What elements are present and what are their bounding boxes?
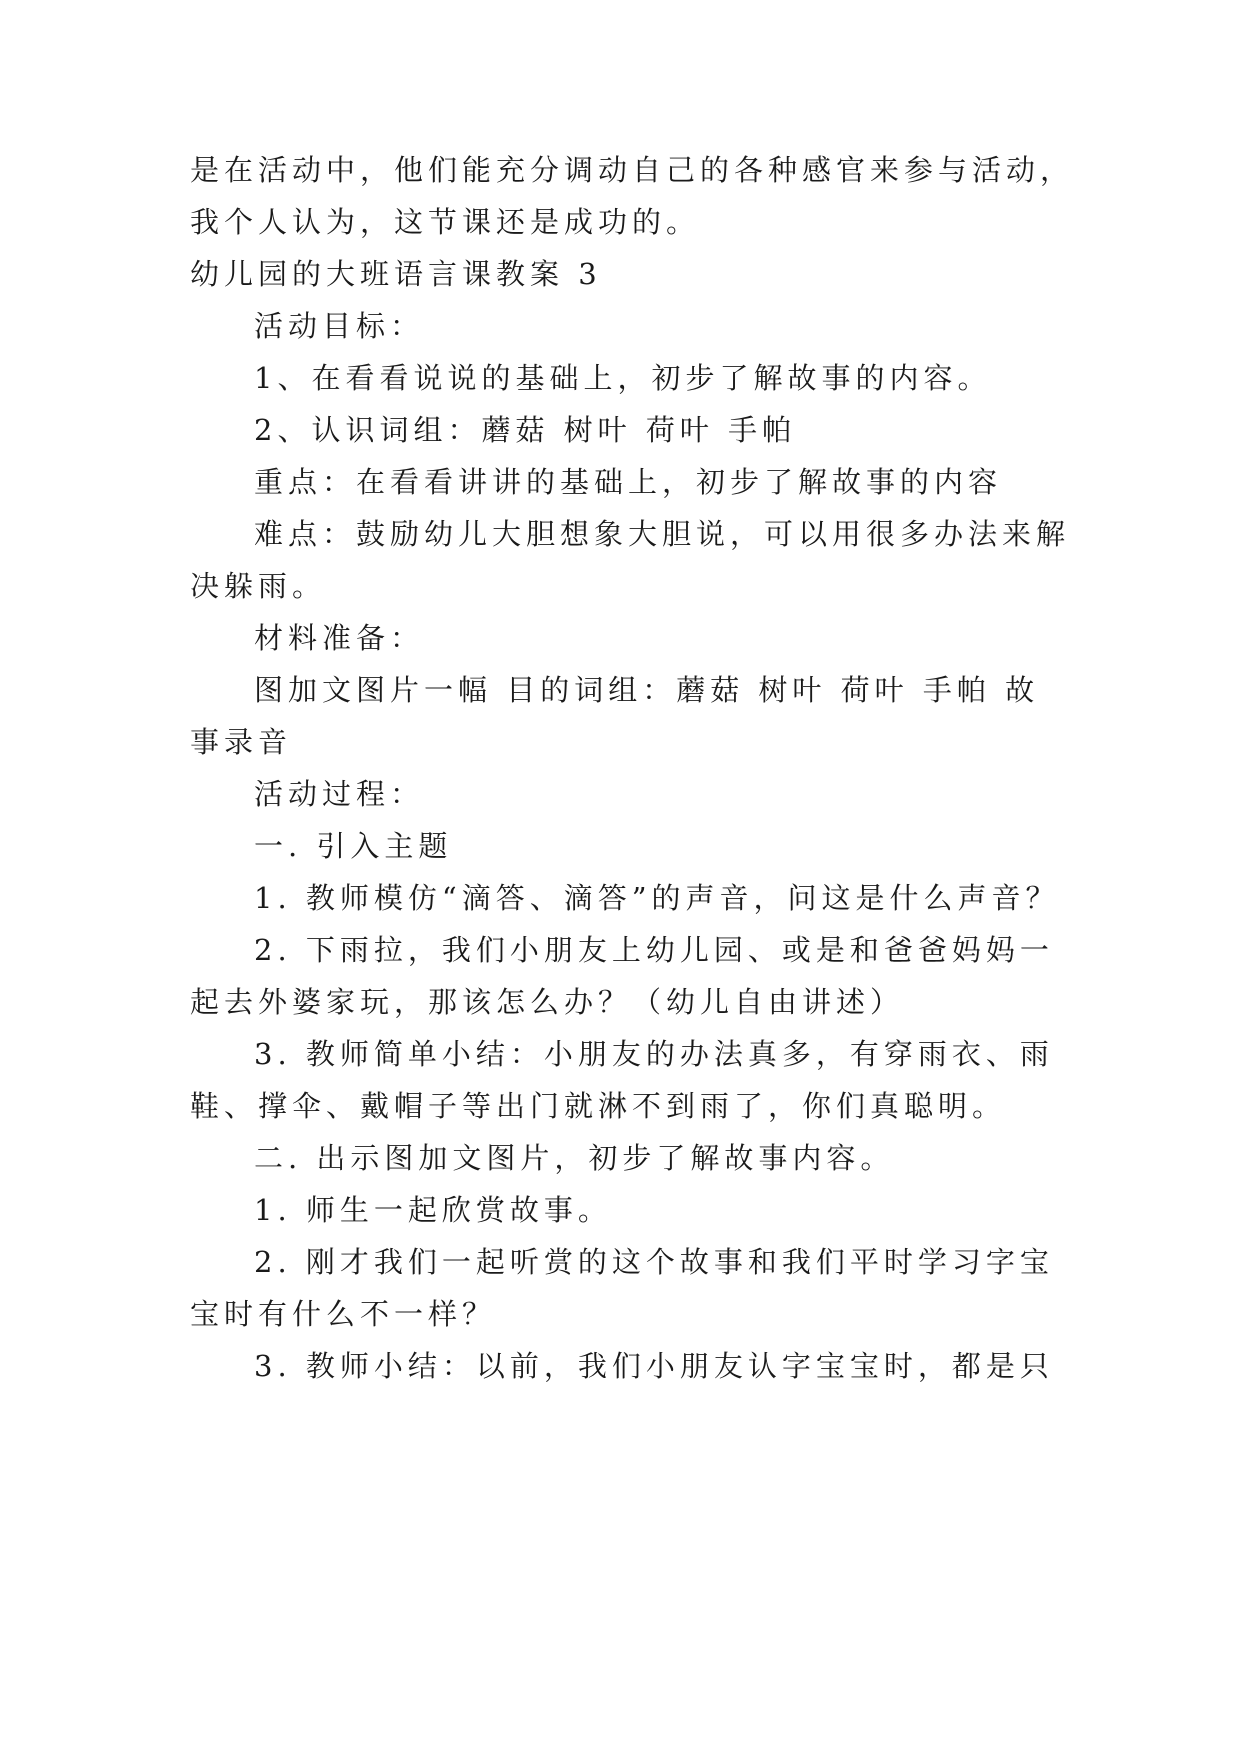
- text-line: 决躲雨。: [190, 569, 327, 603]
- subheading-process: 活动过程：: [254, 777, 425, 811]
- subheading-materials: 材料准备：: [254, 621, 425, 655]
- text-line: 我个人认为，这节课还是成功的。: [190, 205, 701, 239]
- text-line: 2、认识词组：蘑菇 树叶 荷叶 手帕: [254, 413, 797, 447]
- text-line: 是在活动中，他们能充分调动自己的各种感官来参与活动，: [190, 153, 1075, 187]
- text-line: 重点：在看看讲讲的基础上，初步了解故事的内容: [254, 465, 1003, 499]
- text-line: 宝时有什么不一样？: [190, 1297, 497, 1331]
- text-line: 起去外婆家玩，那该怎么办？（幼儿自由讲述）: [190, 985, 905, 1019]
- text-line: 1、在看看说说的基础上，初步了解故事的内容。: [254, 361, 992, 395]
- text-line: 3. 教师小结：以前，我们小朋友认字宝宝时，都是只: [254, 1349, 1054, 1383]
- text-line: 2. 刚才我们一起听赏的这个故事和我们平时学习字宝: [254, 1245, 1054, 1279]
- text-line: 2. 下雨拉，我们小朋友上幼儿园、或是和爸爸妈妈一: [254, 933, 1054, 967]
- subheading-objectives: 活动目标：: [254, 309, 425, 343]
- text-line: 二. 出示图加文图片，初步了解故事内容。: [254, 1141, 895, 1175]
- text-line: 鞋、撑伞、戴帽子等出门就淋不到雨了，你们真聪明。: [190, 1089, 1007, 1123]
- text-line: 难点：鼓励幼儿大胆想象大胆说，可以用很多办法来解: [254, 517, 1071, 551]
- text-line: 1. 教师模仿“滴答、滴答”的声音，问这是什么声音？: [254, 881, 1060, 915]
- text-line: 图加文图片一幅 目的词组：蘑菇 树叶 荷叶 手帕 故: [254, 673, 1040, 707]
- text-line: 3. 教师简单小结：小朋友的办法真多，有穿雨衣、雨: [254, 1037, 1054, 1071]
- text-line: 一. 引入主题: [254, 829, 453, 863]
- text-line: 事录音: [190, 725, 293, 759]
- section-heading: 幼儿园的大班语言课教案 3: [190, 257, 602, 291]
- text-line: 1. 师生一起欣赏故事。: [254, 1193, 612, 1227]
